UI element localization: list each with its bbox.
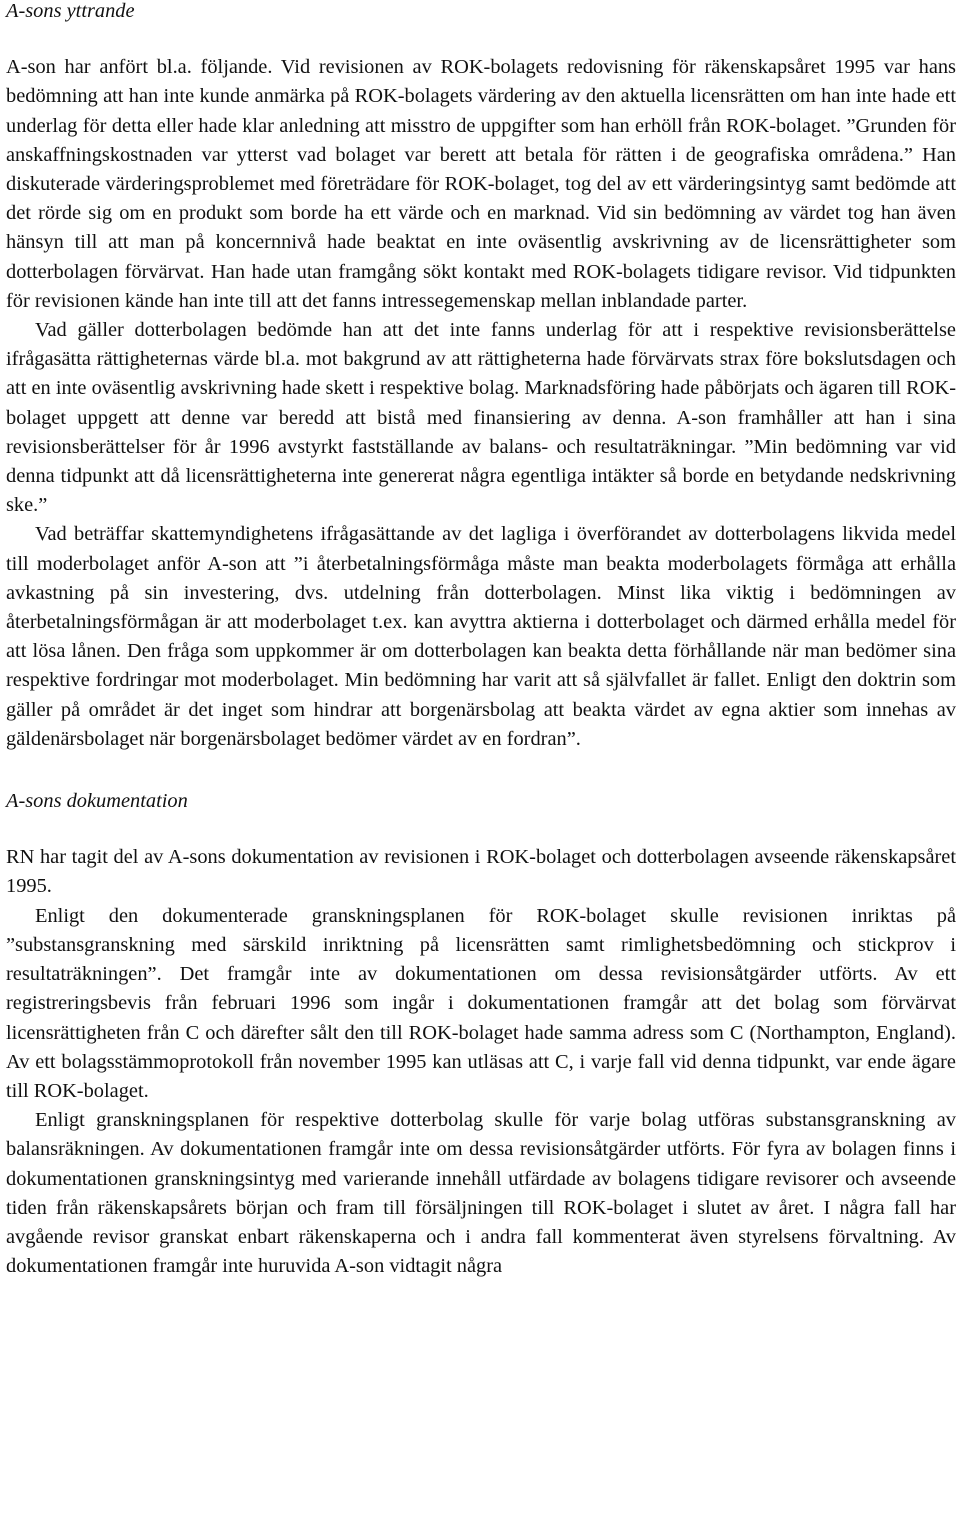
paragraph-dokumentation-1: RN har tagit del av A-sons dokumentation av revisionen i ROK-bolaget och dotterbolagen avseende räkenskapsåret 1995. bbox=[6, 846, 956, 898]
paragraph-yttrande-2: Vad gäller dotterbolagen bedömde han att det inte fanns underlag för att i respektive revisionsberättelse ifrågasätta rättigheternas värde bl.a. mot bakgrund av att rättigheterna hade förvärvats strax före bokslutsdagen och att en inte oväsentlig avskrivning hade skett i respektive bolag. Marknadsföring hade påbörjats och ägaren till ROK-bolaget uppgett att denne var beredd att bistå med finansiering av denna. A-son framhåller att han i sina revisionsberättelser för år 1996 avstyrkt fastställande av balans- och resultaträkningar. ”Min bedömning var vid denna tidpunkt att då licensrättigheterna inte genererat några egentliga intäkter så borde en betydande nedskrivning ske.” bbox=[6, 319, 956, 517]
paragraph-yttrande-3: Vad beträffar skattemyndighetens ifrågasättande av det lagliga i överförandet av dotterbolagens likvida medel till moderbolaget anför A-son att ”i återbetalningsförmåga måste man beakta moderbolagets förmåga att erhålla avkastning på sin investering, dvs. utdelning från dotterbolagen. Minst lika viktig i bedömningen av återbetalningsförmågan är att moderbolaget t.ex. kan avyttra aktierna i dotterbolaget och därmed erhålla medel för att lösa lånen. Den fråga som uppkommer är om dotterbolagen kan beakta detta förhållande när man bedömer sina respektive fordringar mot moderbolaget. Min bedömning har varit att så självfallet är fallet. Enligt den doktrin som gäller på området är det inget som hindrar att borgenärsbolag att beakta värdet av egna aktier som innehas av gäldenärsbolaget när borgenärsbolaget bedömer värdet av en fordran”. bbox=[6, 523, 956, 750]
paragraph-yttrande-1: A-son har anfört bl.a. följande. Vid revisionen av ROK-bolagets redovisning för räkenskapsåret 1995 var hans bedömning att han inte kunde anmärka på ROK-bolagets värdering av den aktuella licensrätten om han inte hade ett underlag för detta eller hade klar anledning att misstro de uppgifter som han erhöll från ROK-bolaget. ”Grunden för anskaffningskostnaden var ytterst vad bolaget var berett att betala för rätten i de geografiska områdena.” Han diskuterade värderingsproblemet med företrädare för ROK-bolaget, tog del av ett värderingsintyg samt bedömde att det rörde sig om en produkt som borde ha ett värde och en marknad. Vid sin bedömning av värdet tog han även hänsyn till att man på koncernnivå hade beaktat en inte oväsentlig avskrivning av de licensrättigheter som dotterbolagen förvärvat. Han hade utan framgång sökt kontakt med ROK-bolagets tidigare revisor. Vid tidpunkten för revisionen kände han inte till att det fanns intressegemenskap mellan inblandade parter. bbox=[6, 56, 956, 312]
paragraph-dokumentation-3: Enligt granskningsplanen för respektive dotterbolag skulle för varje bolag utföras substansgranskning av balansräkningen. Av dokumentationen framgår inte om dessa revisionsåtgärder utförts. För fyra av bolagen finns i dokumentationen granskningsintyg med varierande innehåll utfärdade av bolagens tidigare revisorer och avseende tiden från räkenskapsårets början och fram till försäljningen till ROK-bolaget i slutet av året. I några fall har avgående revisor granskat enbart räkenskaperna och i andra fall kommenterat även styrelsens förvaltning. Av dokumentationen framgår inte huruvida A-son vidtagit några bbox=[6, 1109, 956, 1278]
paragraph-dokumentation-2: Enligt den dokumenterade granskningsplanen för ROK-bolaget skulle revisionen inriktas på ”substansgranskning med särskild inriktning på licensrätten samt rimlighetsbedömning och stickprov i resultaträkningen”. Det framgår inte av dokumentationen om dessa revisionsåtgärder utförts. Av ett registreringsbevis från februari 1996 som ingår i dokumentationen framgår att det bolag som förvärvat licensrättigheten från C och därefter sålt den till ROK-bolaget hade samma adress som C (Northampton, England). Av ett bolagsstämmoprotokoll från november 1995 kan utläsas att C, i varje fall vid denna tidpunkt, var ende ägare till ROK-bolaget. bbox=[6, 904, 956, 1102]
section-heading-dokumentation: A-sons dokumentation bbox=[6, 790, 188, 813]
section-heading-yttrande: A-sons yttrande bbox=[6, 0, 135, 22]
document-page bbox=[6, 0, 956, 1281]
